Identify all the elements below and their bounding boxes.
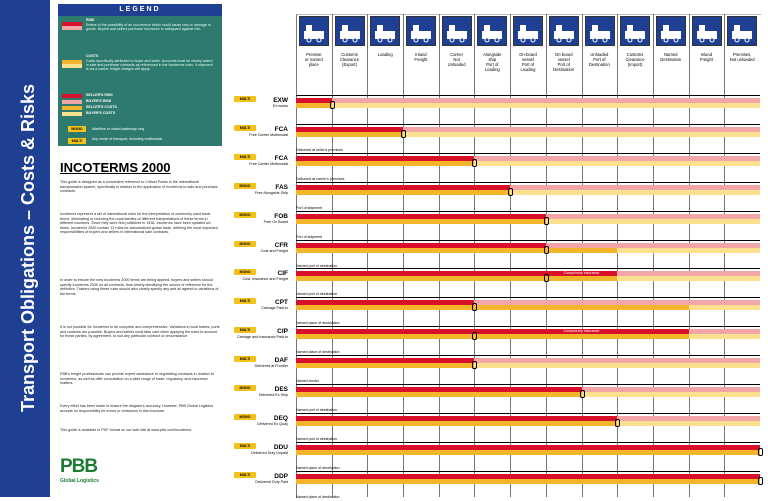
incoterm-row (234, 356, 764, 385)
obligation-band (296, 242, 760, 252)
compulsory-insurance-label: Compulsory insurance (474, 329, 688, 334)
airplane-icon (442, 16, 472, 46)
ship-alongside-icon (477, 16, 507, 46)
term-note: Named port of destination (296, 292, 338, 297)
obligation-band (296, 444, 760, 454)
row-separator (296, 124, 760, 125)
stage-column (724, 14, 760, 84)
obligation-band (296, 415, 760, 425)
customs-import-icon (620, 16, 650, 46)
row-separator (296, 326, 760, 327)
port-unload-icon (585, 16, 615, 46)
transfer-point-marker (472, 332, 477, 340)
term-name: Cost and Freight (260, 248, 288, 253)
mode-badge: MULTI (234, 298, 256, 304)
buyers-risk-label: BUYER'S RISK (86, 99, 112, 103)
guide-paragraph-4: It is not possible for Incoterms to be complete and comprehensive. Variations in local trades, ports and customs are possible. Buyers and sellers must take care when applying the rules to account for these parties, by agreement, to suit any particular contract or circumstance. (60, 325, 220, 339)
term-code: FCA (274, 154, 288, 162)
mode-badge: MONO (234, 212, 256, 218)
stage-column (403, 14, 439, 84)
term-code: CFR (274, 241, 288, 249)
mode-badge: MULTI (234, 154, 256, 160)
row-separator (296, 211, 760, 212)
sellers-costs-bar (296, 248, 617, 253)
row-separator (296, 153, 760, 154)
term-code: CPT (275, 299, 288, 307)
term-name: Delivered Ex Quay (257, 421, 288, 426)
ship-arrival-icon (549, 16, 579, 46)
term-note: Named port of destination (296, 263, 338, 268)
term-code: FOB (274, 212, 288, 220)
sellers-costs-bar (296, 392, 582, 397)
transfer-point-marker (758, 448, 763, 456)
row-separator (296, 297, 760, 298)
term-code: DDU (273, 443, 288, 451)
sellers-costs-bar (296, 479, 760, 484)
sellers-costs-bar (296, 363, 474, 368)
stage-column (439, 14, 475, 84)
stage-column (332, 14, 368, 84)
risk-text: Refers to the possibility of an occurrence which could cause loss or damage to goods. Buyers and sellers purchase insurance to safeguard against risk. (86, 23, 211, 32)
inland-freight-icon (692, 16, 722, 46)
transfer-point-marker (330, 101, 335, 109)
stage-label: On-board vessel Port of Destination (553, 52, 575, 72)
term-name: Free Carrier Multimodal (249, 161, 288, 166)
sellers-costs-bar (296, 450, 760, 455)
term-note: Delivered at carrier's premises (296, 176, 345, 181)
row-separator (296, 384, 760, 385)
costs-text: Costs specifically attributed to buyer and seller. Accounts must be clearly stated in sale and purchase contracts as referenced in the Incoterms rules. If shipment is via a carrier, freight charges will apply. (86, 59, 213, 72)
mode-badge: MONO (234, 183, 256, 189)
transfer-point-marker (472, 361, 477, 369)
term-code: CIF (277, 270, 288, 278)
stage-label: Named Destination (660, 52, 682, 62)
obligation-band (296, 97, 760, 107)
sellers-costs-bar (296, 190, 510, 195)
term-code: DES (274, 386, 288, 393)
incoterm-row (234, 125, 764, 154)
risk-swatch-buyer (62, 26, 82, 30)
guide-paragraph-6: Every effort has been made to ensure the diagram's accuracy. However, PBB Global Logistics accepts no responsibility for errors or omissions in this brochure. (60, 404, 214, 413)
stage-label: Carrier Not Unloaded (447, 52, 466, 67)
term-name: Free Alongside Ship (254, 190, 288, 195)
incoterm-row (234, 443, 764, 472)
guide-paragraph-3: In order to ensure the new Incoterms 2000 terms are being applied, buyers and sellers should specify Incoterms 2000 on all contracts, thus clearly identifying the source of reference for the definition. Traders using these rules should also clearly specify any and all agreed to variations of the terms. (60, 278, 219, 296)
term-note: Named border (296, 379, 319, 384)
pbb-logo-subtitle: Global Logistics (60, 478, 99, 484)
term-note: Named place of destination (296, 494, 340, 499)
transfer-point-marker (544, 246, 549, 254)
cost-swatch-buyer (62, 64, 82, 68)
buyers-costs-swatch (62, 112, 82, 116)
stage-column (582, 14, 618, 84)
obligation-band (296, 126, 760, 136)
incoterm-row (234, 472, 764, 501)
transfer-point-marker (401, 130, 406, 138)
term-name: Delivered Ex Ship (258, 393, 288, 397)
sellers-costs-bar (296, 305, 689, 310)
obligation-band (296, 155, 760, 165)
stage-label: Unloaded Port of Destination (588, 52, 610, 67)
costs-label: COSTS (86, 54, 99, 58)
sellers-costs-bar (296, 421, 617, 426)
mono-chip: MONO (68, 126, 86, 132)
stage-column (689, 14, 725, 84)
pbb-logo: PBB (60, 456, 98, 477)
incoterm-row (234, 212, 764, 241)
incoterm-row (234, 385, 764, 414)
buyers-risk-swatch (62, 100, 82, 104)
mode-badge: MULTI (234, 472, 256, 478)
mode-badge: MULTI (234, 125, 256, 131)
row-separator (296, 442, 760, 443)
stage-label: Customs Clearance (Import) (625, 52, 645, 67)
term-name: Ex works (273, 104, 288, 108)
stage-column (653, 14, 689, 84)
risk-label: RISK (86, 18, 95, 22)
row-separator (296, 95, 760, 96)
transfer-point-marker (544, 274, 549, 282)
stage-label: Premise or named place (304, 52, 323, 67)
mode-badge: MULTI (234, 443, 256, 449)
named-destination-icon (656, 16, 686, 46)
transfer-point-marker (544, 217, 549, 225)
mode-badge: MONO (234, 241, 256, 247)
customs-office-icon (335, 16, 365, 46)
row-separator (296, 413, 760, 414)
guide-paragraph-1: This guide is designed as a convenient reference to Critical Points in the international transportation system, specifically in relation to the application of Incoterms to sale and purchase contracts. (60, 180, 218, 194)
term-code: CIP (277, 328, 288, 336)
legend-heading: LEGEND (58, 4, 222, 16)
term-note: Named port of destination (296, 436, 338, 441)
term-name: Free Carrier Multimodal (249, 132, 288, 137)
obligation-band (296, 328, 760, 338)
ship-onboard-icon (513, 16, 543, 46)
multi-text: Any mode of transport, including multimodal. (92, 137, 163, 141)
sellers-costs-bar (296, 161, 474, 166)
term-name: Carriage Paid to (261, 306, 288, 311)
sellers-risk-swatch (62, 94, 82, 98)
term-code: DDP (274, 472, 288, 480)
incoterm-row (234, 414, 764, 443)
term-note: Port of shipment (296, 205, 323, 210)
stage-column (367, 14, 403, 84)
inland-road-icon (406, 16, 436, 46)
guide-paragraph-7: This guide is available in PDF format on our web site at www.pbb.com/incoterms. (60, 428, 193, 432)
stage-column (617, 14, 653, 84)
incoterm-row (234, 154, 764, 183)
legend-box (58, 4, 222, 146)
transfer-point-marker (615, 419, 620, 427)
buyers-costs-bar (296, 103, 760, 108)
mode-badge: MULTI (234, 327, 256, 333)
term-note: Named port of destination (296, 408, 338, 412)
obligation-band (296, 213, 760, 223)
guide-paragraph-2: Incoterms represent a set of international rules for the interpretation of commonly used trade terms, eliminating or reducing the uncertainties of different interpretations of these terms in different countries. Since they were first published in 1936, Incoterms have been updated six times. Incoterms 2000 contain 13 rules for standardized global trade, defining the most important responsibilities of buyers and sellers in international sale contracts. (60, 212, 218, 235)
row-separator (296, 355, 760, 356)
stage-column (546, 14, 582, 84)
incoterm-row (234, 269, 764, 298)
transfer-point-marker (758, 477, 763, 485)
term-code: DAF (274, 357, 288, 365)
term-code: FAS (275, 183, 288, 191)
incoterm-row (234, 327, 764, 356)
incoterm-row (234, 183, 764, 212)
incoterm-row (234, 96, 764, 125)
stage-label: Loading (377, 52, 393, 57)
sellers-costs-bar (296, 334, 689, 339)
term-note: Named place of destination (296, 350, 340, 355)
transfer-point-marker (508, 188, 513, 196)
obligation-band (296, 184, 760, 194)
obligation-band (296, 473, 760, 483)
warehouse-icon (727, 16, 757, 46)
obligation-band (296, 357, 760, 367)
term-note: Named place of destination (296, 465, 340, 470)
term-name: Delivered at Frontier (254, 364, 288, 369)
mode-badge: MONO (234, 414, 256, 420)
stage-label: Inland Freight (414, 52, 428, 62)
sellers-costs-bar (296, 276, 617, 281)
term-name: Free On Board (263, 219, 288, 224)
buyers-costs-label: BUYER'S COSTS (86, 111, 116, 115)
obligation-band (296, 386, 760, 396)
truck-loading-icon (370, 16, 400, 46)
stage-header (296, 14, 760, 84)
multi-chip: MULTI (68, 138, 86, 144)
guide-title: INCOTERMS 2000 (60, 160, 171, 175)
vertical-title: Transport Obligations – Costs & Risks (18, 83, 38, 413)
row-separator (296, 240, 760, 241)
mode-badge: MULTI (234, 356, 256, 362)
stage-label: Customs Clearance (Export) (339, 52, 360, 67)
stage-label: Inland Freight (699, 52, 713, 62)
transfer-point-marker (580, 390, 585, 398)
stage-column (474, 14, 510, 84)
left-panel (50, 0, 234, 497)
term-code: FCA (274, 125, 288, 133)
guide-paragraph-5: PBB's freight professionals can provide expert assistance in negotiating contracts in relation to Incoterms, as well as offer consultation on a wide range of trade, regulatory, and insurance matters. (60, 372, 214, 386)
row-separator (296, 471, 760, 472)
stage-column (510, 14, 546, 84)
mono-text: Maritime or inland waterway only (92, 127, 145, 131)
mode-badge: MONO (234, 385, 256, 391)
mode-badge: MONO (234, 269, 256, 275)
row-separator (296, 268, 760, 269)
sellers-costs-bar (296, 132, 403, 137)
term-name: Delivered Duty Paid (255, 479, 288, 484)
mode-badge: MULTI (234, 96, 256, 102)
term-code: EXW (273, 97, 288, 104)
sellers-risk-label: SELLER'S RISK (86, 93, 114, 97)
stage-column (296, 14, 332, 84)
sellers-costs-bar (296, 103, 332, 108)
compulsory-insurance-label: Compulsory insurance (546, 271, 617, 276)
transfer-point-marker (472, 159, 477, 167)
factory-icon (299, 16, 329, 46)
term-name: Cost, Insurance and Freight (242, 277, 288, 282)
term-code: DEQ (273, 414, 288, 422)
stage-label: Premises, Not unloaded (729, 52, 755, 62)
row-separator (296, 182, 760, 183)
term-name: Carriage and Insurance Paid to (236, 335, 288, 340)
sellers-costs-swatch (62, 106, 82, 110)
term-note: Port of shipment (296, 234, 323, 239)
stage-label: On-board vessel Port of Loading (519, 52, 537, 72)
obligation-band (296, 299, 760, 309)
incoterm-row (234, 241, 764, 270)
sellers-costs-label: SELLER'S COSTS (86, 105, 117, 109)
sellers-costs-bar (296, 219, 546, 224)
side-band (0, 0, 50, 497)
obligation-band (296, 270, 760, 280)
stage-label: Alongside ship Port of Loading (483, 52, 502, 72)
incoterm-row (234, 298, 764, 327)
term-name: Delivered Duty Unpaid (251, 450, 288, 455)
term-note: Delivered at seller's premises (296, 147, 343, 152)
term-note: Named place of destination (296, 321, 340, 326)
